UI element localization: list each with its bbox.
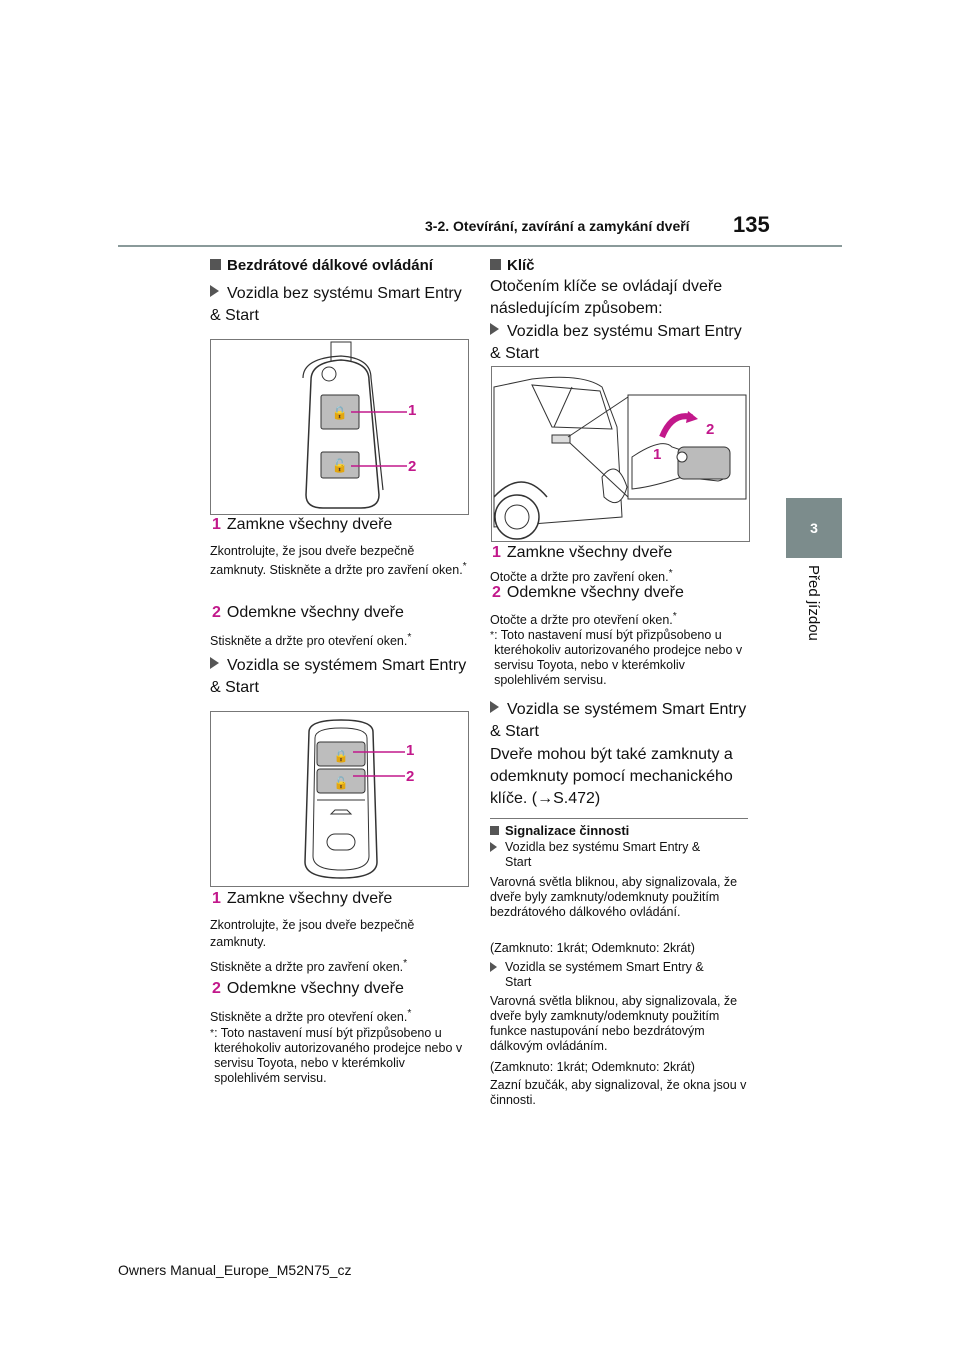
sig-sub2 <box>490 960 748 990</box>
right-note-c2 <box>490 609 748 628</box>
sig-text1: Varovná světla bliknou, aby signalizovala, že dveře byly zamknuty/odemknuty použitím bezdrátového dálkového ovládání. <box>490 875 738 919</box>
note-text: Zkontrolujte, že jsou dveře bezpečně zamknuty. Stiskněte a držte pro zavření oken. <box>210 544 463 578</box>
item-number: 2 <box>212 604 221 621</box>
square-bullet-icon <box>490 826 499 835</box>
right-note-c1 <box>490 566 748 585</box>
chapter-title-wrap <box>786 565 842 655</box>
left-note-a2 <box>210 630 468 649</box>
left-heading <box>210 257 472 275</box>
triangle-bullet-icon <box>490 323 499 335</box>
right-heading-text: Klíč <box>507 257 535 274</box>
item-number: 2 <box>212 980 221 997</box>
square-bullet-icon <box>210 259 221 270</box>
right-footnote <box>490 628 748 688</box>
section-title: 3-2. Otevírání, zavírání a zamykání dveří <box>425 218 690 234</box>
right-heading <box>490 257 752 275</box>
item-number: 2 <box>492 584 501 601</box>
left-sub1-text: Vozidla bez systému Smart Entry & Start <box>210 285 462 324</box>
fig1-callout-2: 2 <box>408 458 417 475</box>
left-sub2-text: Vozidla se systémem Smart Entry & Start <box>210 657 467 696</box>
note-text: Otočte a držte pro otevření oken. <box>490 613 673 628</box>
note-text-2: Stiskněte a držte pro zavření oken. <box>210 960 404 975</box>
item-number: 1 <box>212 516 221 533</box>
triangle-bullet-icon <box>490 962 497 972</box>
asterisk-mark: * <box>407 632 412 643</box>
right-item-c1 <box>492 544 754 562</box>
item-label: Zamkne všechny dveře <box>226 890 393 907</box>
item-label: Zamkne všechny dveře <box>226 516 393 533</box>
item-label: Zamkne všechny dveře <box>506 544 673 561</box>
asterisk-mark: * <box>407 1008 412 1019</box>
left-heading-text: Bezdrátové dálkové ovládání <box>227 257 433 274</box>
door-key-illustration <box>492 367 749 541</box>
item-label: Odemkne všechny dveře <box>506 584 684 601</box>
key-fob-illustration <box>211 340 468 514</box>
page-number: 135 <box>733 212 770 237</box>
asterisk-mark: * <box>672 611 677 622</box>
item-label: Odemkne všechny dveře <box>226 980 404 997</box>
sig-count2: (Zamknuto: 1krát; Odemknuto: 2krát) <box>490 1060 695 1074</box>
square-bullet-icon <box>490 259 501 270</box>
figure-key-fob-remote <box>210 339 469 515</box>
fig3-callout-2: 2 <box>706 421 715 438</box>
svg-text:🔒: 🔒 <box>331 406 349 421</box>
right-item-c2 <box>492 584 754 602</box>
right-mech-text: Dveře mohou být také zamknuty a odemknuty pomocí mechanického klíče. (→S.472) <box>490 746 733 807</box>
signal-heading-text: Signalizace činnosti <box>505 823 630 838</box>
note-text: Stiskněte a držte pro otevření oken. <box>210 1010 408 1025</box>
right-sub2 <box>490 699 752 743</box>
footnote-mark: * <box>210 1028 215 1039</box>
triangle-bullet-icon <box>490 701 499 713</box>
header-rule <box>118 245 842 247</box>
asterisk-mark: * <box>403 958 408 969</box>
fig2-callout-1: 1 <box>406 742 415 759</box>
svg-text:🔒: 🔒 <box>333 749 349 763</box>
note-text: Zkontrolujte, že jsou dveře bezpečně zamknuty. <box>210 918 415 949</box>
fig3-callout-1: 1 <box>653 446 662 463</box>
left-item-a2 <box>212 604 474 622</box>
left-item-b2 <box>212 980 474 998</box>
sig-count1: (Zamknuto: 1krát; Odemknuto: 2krát) <box>490 941 695 955</box>
triangle-bullet-icon <box>210 285 219 297</box>
chapter-title: Před jízdou <box>805 565 822 641</box>
left-note-a1 <box>210 544 468 578</box>
fig2-callout-2: 2 <box>406 768 415 785</box>
left-footnote <box>210 1026 468 1086</box>
note-text: Stiskněte a držte pro otevření oken. <box>210 634 408 649</box>
sig-sub2-text: Vozidla se systémem Smart Entry & Start <box>505 960 704 989</box>
right-sub1 <box>490 321 752 365</box>
right-sub1-text: Vozidla bez systému Smart Entry & Start <box>490 323 742 362</box>
item-number: 1 <box>212 890 221 907</box>
svg-text:🔓: 🔓 <box>331 459 349 474</box>
right-intro: Otočením klíče se ovládají dveře následujícím způsobem: <box>490 278 723 317</box>
figure-door-key <box>491 366 750 542</box>
section-divider <box>490 818 748 819</box>
sig-text3: Zazní bzučák, aby signalizoval, že okna jsou v činnosti. <box>490 1078 747 1107</box>
right-sub2-text: Vozidla se systémem Smart Entry & Start <box>490 701 747 740</box>
asterisk-mark: * <box>668 568 673 579</box>
signal-heading <box>490 822 752 840</box>
note-text: Otočte a držte pro zavření oken. <box>490 570 669 585</box>
footnote-text: : Toto nastavení musí být přizpůsobeno u kteréhokoliv autorizovaného prodejce nebo v servisu Toyota, nebo v kterémkoliv spolehlivém servisu. <box>494 628 743 687</box>
chapter-tab <box>786 498 842 558</box>
svg-text:🔓: 🔓 <box>333 776 349 790</box>
left-item-a1 <box>212 516 474 534</box>
left-note-b1 <box>210 917 468 976</box>
triangle-bullet-icon <box>210 657 219 669</box>
footnote-mark: * <box>490 630 495 641</box>
fig1-callout-1: 1 <box>408 402 417 419</box>
left-item-b1 <box>212 890 474 908</box>
triangle-bullet-icon <box>490 842 497 852</box>
footnote-text: : Toto nastavení musí být přizpůsobeno u kteréhokoliv autorizovaného prodejce nebo v servisu Toyota, nebo v kterémkoliv spolehlivém servisu. <box>214 1026 463 1085</box>
sig-text2: Varovná světla bliknou, aby signalizovala, že dveře byly zamknuty/odemknuty použitím funkce nastupování nebo bezdrátovým dálkovým ovládáním. <box>490 994 738 1053</box>
smart-key-illustration <box>211 712 468 886</box>
left-sub1 <box>210 283 472 327</box>
sig-sub1-text: Vozidla bez systému Smart Entry & Start <box>505 840 701 869</box>
left-note-b2 <box>210 1006 468 1025</box>
chapter-number: 3 <box>810 520 818 536</box>
figure-smart-key <box>210 711 469 887</box>
left-sub2 <box>210 655 472 699</box>
sig-sub1 <box>490 840 748 870</box>
item-label: Odemkne všechny dveře <box>226 604 404 621</box>
item-number: 1 <box>492 544 501 561</box>
footer-text: Owners Manual_Europe_M52N75_cz <box>118 1262 352 1278</box>
asterisk-mark: * <box>462 561 467 572</box>
